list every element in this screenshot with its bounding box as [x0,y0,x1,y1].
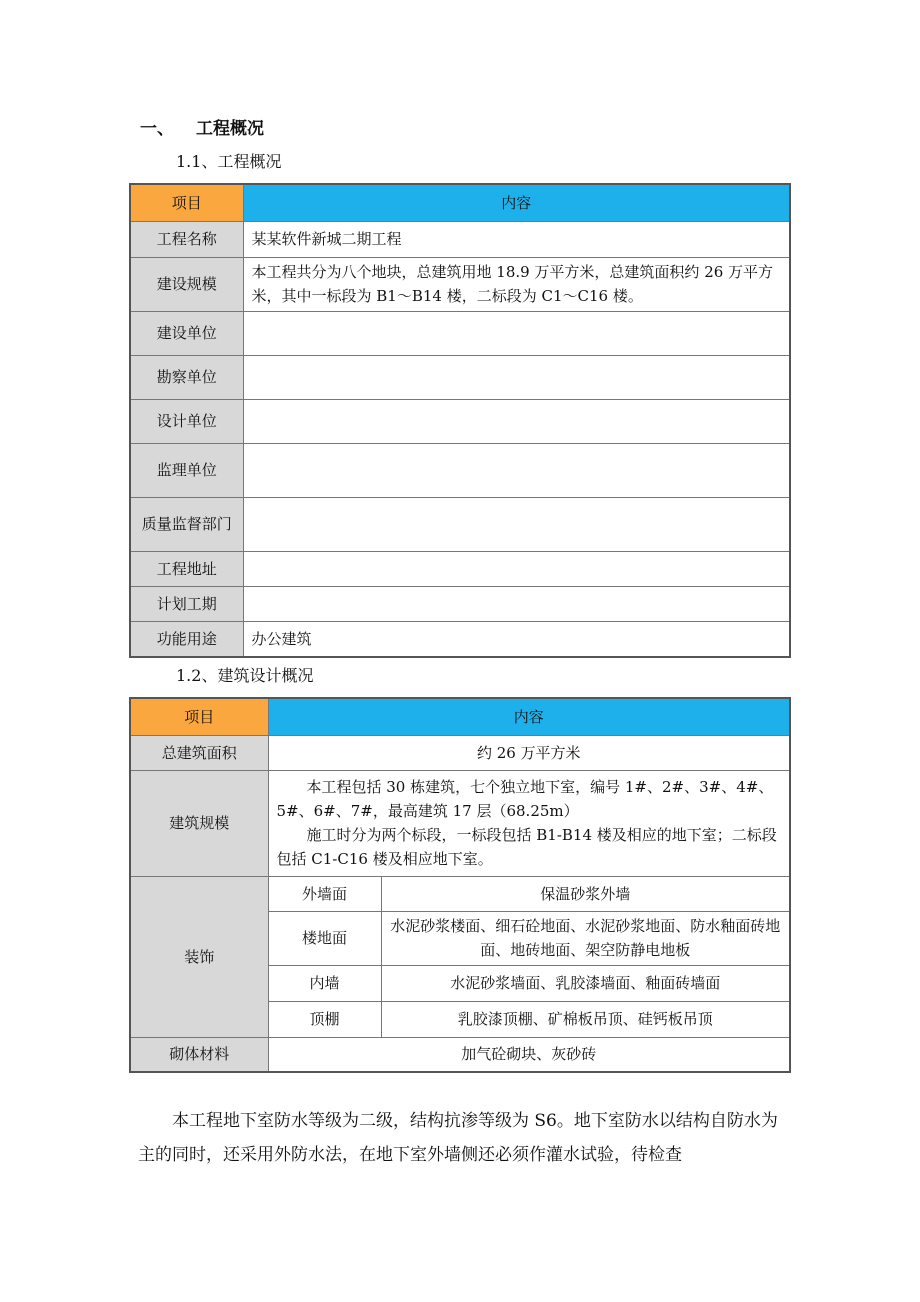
table-row [130,876,790,911]
row-label: 计划工期 [130,586,243,621]
row-value [243,586,790,621]
decoration-label: 内墙 [268,965,381,1001]
project-overview-table [129,183,791,658]
row-value [243,551,790,586]
decoration-label: 外墙面 [268,876,381,911]
row-value [243,399,790,443]
table-row [130,735,790,770]
row-value: 加气砼砌块、灰砂砖 [268,1037,790,1072]
subsection-heading-2: 1.2、建筑设计概况 [176,666,314,685]
row-label: 功能用途 [130,621,243,657]
row-label: 砌体材料 [130,1037,268,1072]
decoration-label: 楼地面 [268,911,381,965]
scale-line-2: 施工时分为两个标段，一标段包括 B1-B14 楼及相应的地下室；二标段包括 C1-C16 楼及相应地下室。 [276,826,777,868]
row-value: 本工程共分为八个地块，总建筑用地 18.9 万平方米，总建筑面积约 26 万平方米，其中一标段为 B1～B14 楼，二标段为 C1～C16 楼。 [243,257,790,311]
row-label: 总建筑面积 [130,735,268,770]
row-label: 装饰 [130,876,268,1037]
row-label: 建筑规模 [130,770,268,876]
header-content: 内容 [268,698,790,735]
row-label: 设计单位 [130,399,243,443]
row-label: 建设单位 [130,311,243,355]
table-row [130,497,790,551]
row-label: 工程名称 [130,221,243,257]
table-header-row [130,698,790,735]
decoration-value: 水泥砂浆墙面、乳胶漆墙面、釉面砖墙面 [381,965,790,1001]
section-heading [140,114,264,139]
row-label: 质量监督部门 [130,497,243,551]
row-value: 办公建筑 [243,621,790,657]
table-row [130,311,790,355]
table-row [130,770,790,876]
table-row [130,399,790,443]
table-row [130,443,790,497]
header-item: 项目 [130,184,243,221]
table-row [130,257,790,311]
row-value: 约 26 万平方米 [268,735,790,770]
table-row [130,586,790,621]
decoration-label: 顶棚 [268,1001,381,1037]
section-title: 工程概况 [196,119,264,139]
table-row [130,221,790,257]
row-value [243,355,790,399]
row-value [243,443,790,497]
decoration-value: 乳胶漆顶棚、矿棉板吊顶、硅钙板吊顶 [381,1001,790,1037]
decoration-value: 保温砂浆外墙 [381,876,790,911]
row-value [268,770,790,876]
row-label: 工程地址 [130,551,243,586]
subsection-heading-1: 1.1、工程概况 [176,152,282,171]
row-value: 某某软件新城二期工程 [243,221,790,257]
table-header-row [130,184,790,221]
row-value [243,497,790,551]
scale-line-1: 本工程包括 30 栋建筑，七个独立地下室，编号 1#、2#、3#、4#、5#、6#、7#，最高建筑 17 层（68.25m） [276,778,774,820]
header-item: 项目 [130,698,268,735]
row-label: 建设规模 [130,257,243,311]
table-row [130,1037,790,1072]
table-row [130,355,790,399]
table-row [130,551,790,586]
table-row [130,621,790,657]
row-label: 勘察单位 [130,355,243,399]
row-value [243,311,790,355]
row-label: 监理单位 [130,443,243,497]
section-number: 一、 [140,119,174,139]
header-content: 内容 [243,184,790,221]
architecture-design-table [129,697,791,1073]
body-paragraph: 本工程地下室防水等级为二级，结构抗渗等级为 S6。地下室防水以结构自防水为主的同时，还采用外防水法，在地下室外墙侧还必须作灌水试验，待检查 [138,1111,778,1165]
decoration-value: 水泥砂浆楼面、细石砼地面、水泥砂浆地面、防水釉面砖地面、地砖地面、架空防静电地板 [381,911,790,965]
